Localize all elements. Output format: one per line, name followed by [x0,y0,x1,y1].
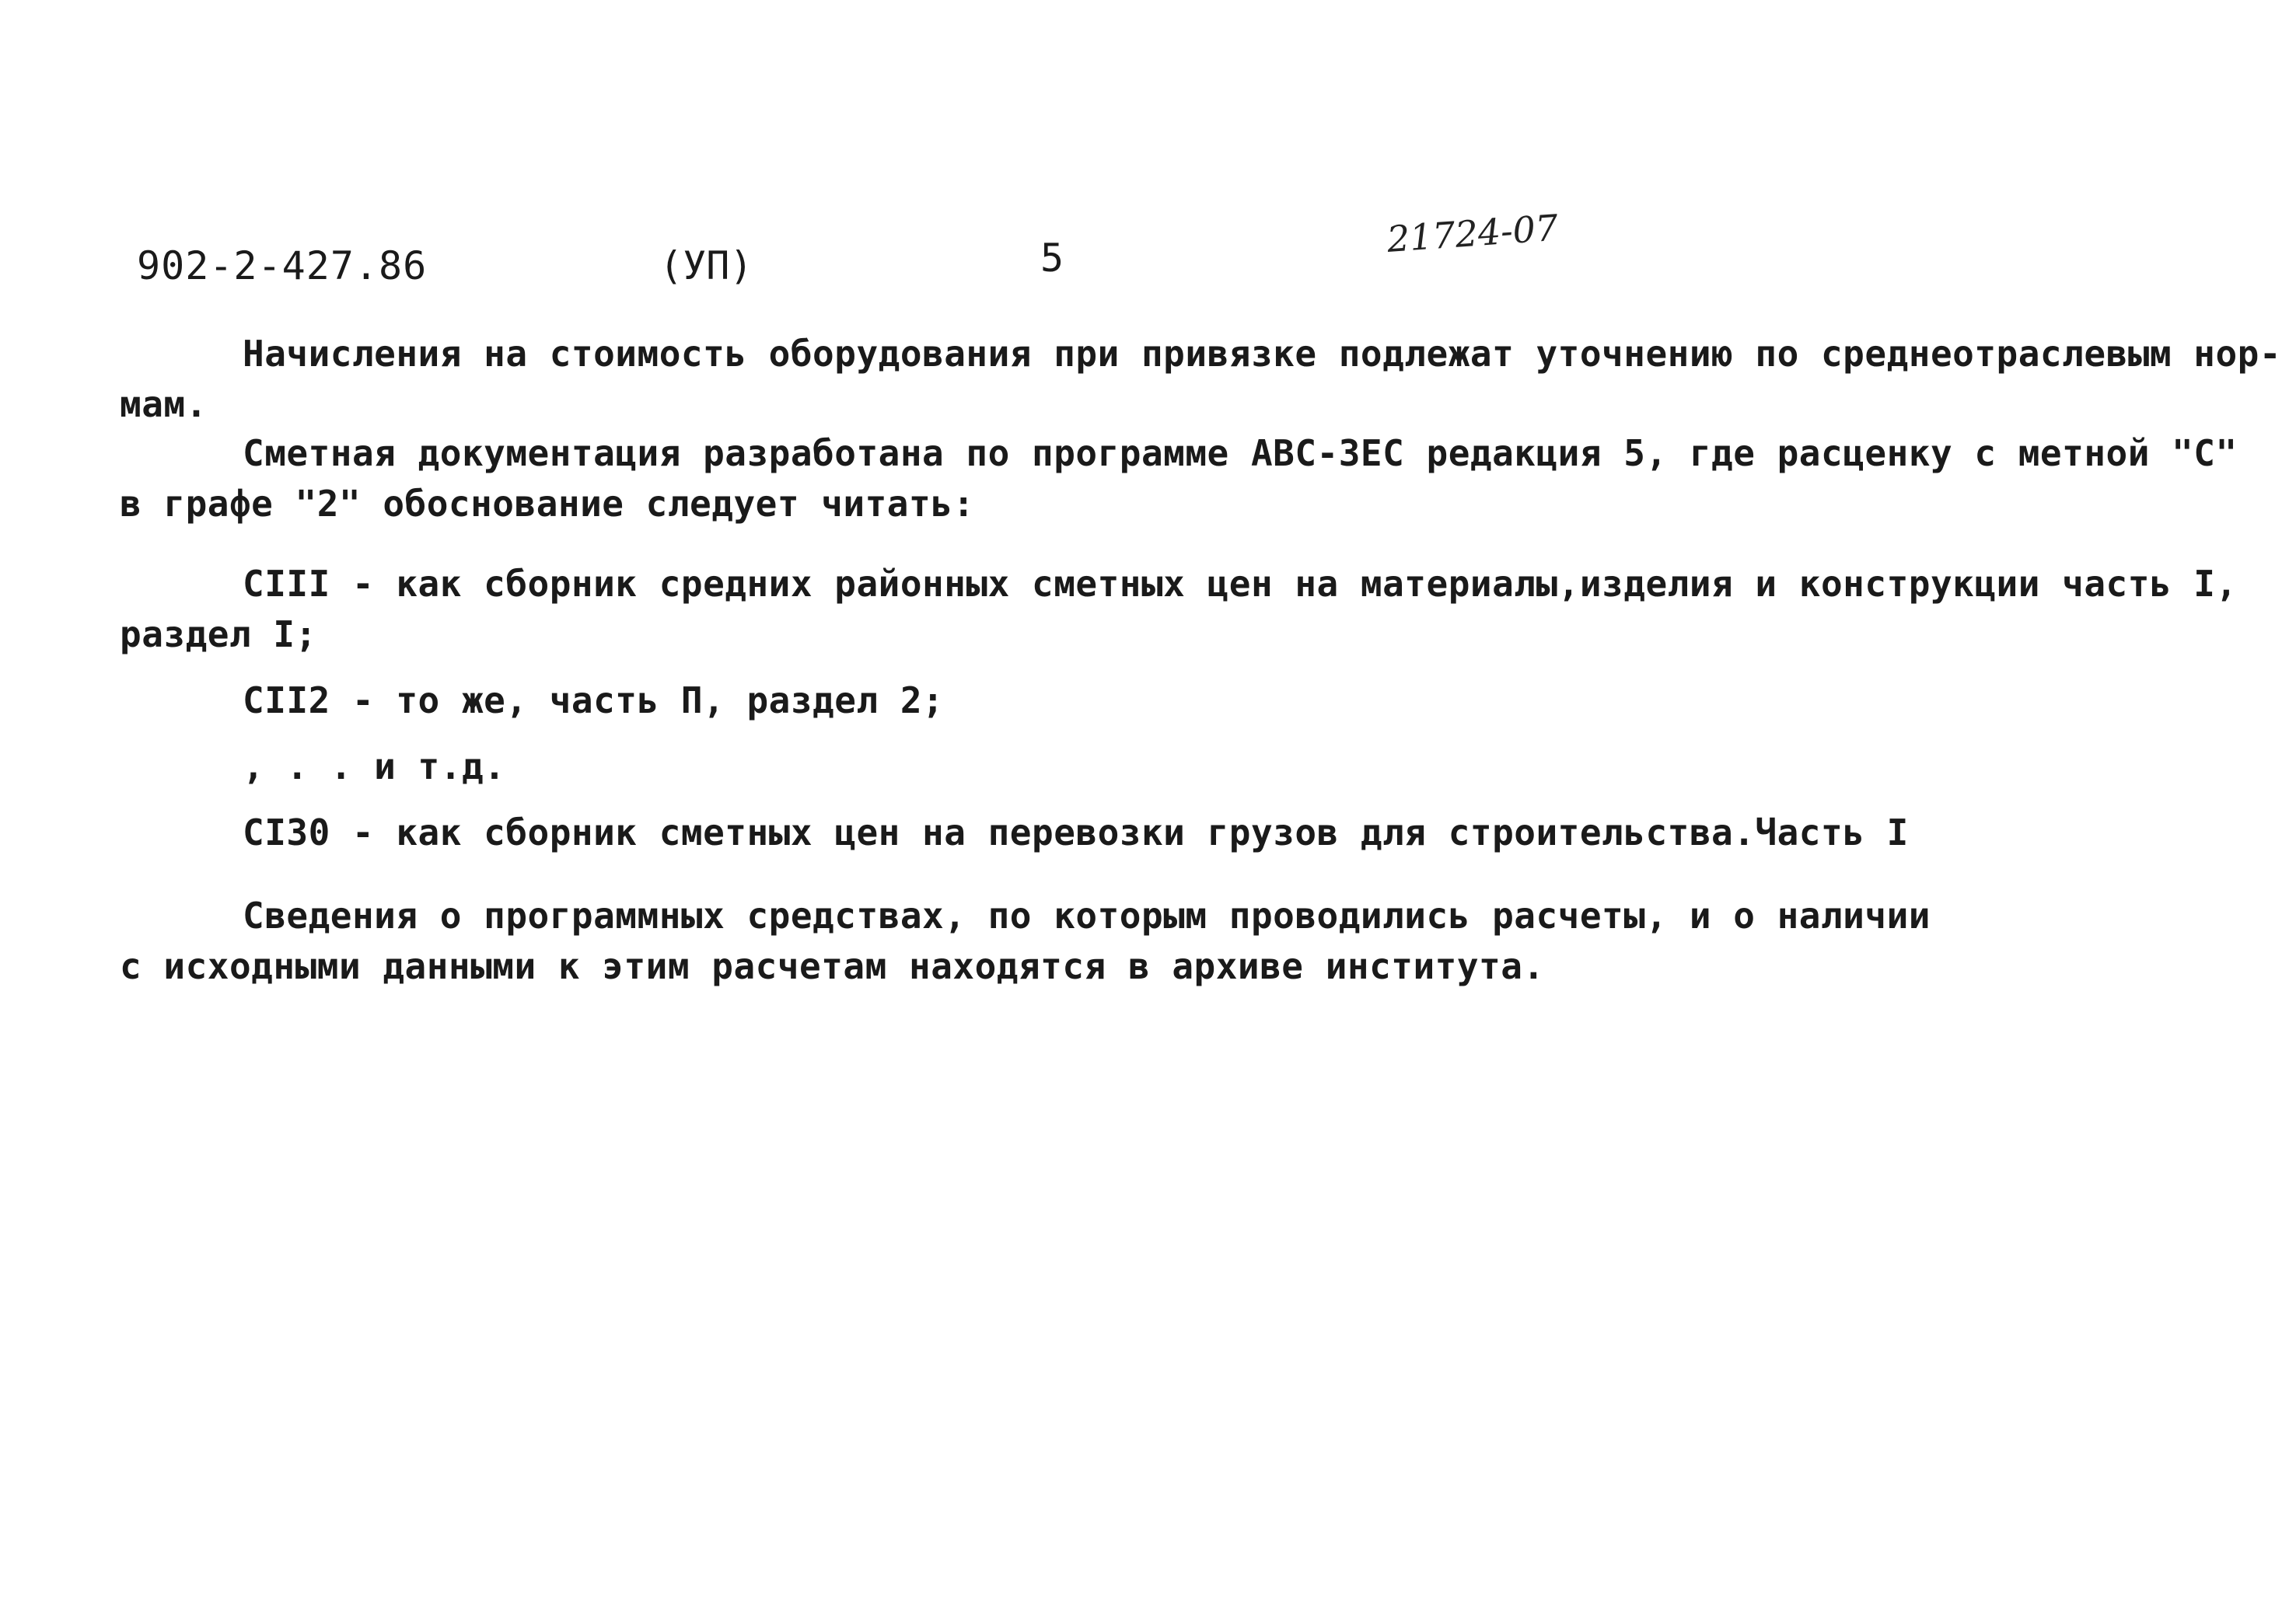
paragraph-2-line-2: в графе "2" обоснование следует читать: [120,483,975,525]
paragraph-3-line-2: раздел I; [120,613,317,655]
paragraph-1-line-1: Начисления на стоимость оборудования при привязке подлежат уточнению по среднеотраслевым нор- [243,333,2282,375]
paragraph-7-line-1: Сведения о программных средствах, по которым проводились расчеты, и о наличии [243,895,1931,937]
paragraph-3-line-1: СIII - как сборник средних районных сметных цен на материалы,изделия и конструкции часть I, [243,563,2238,605]
document-stage: (УП) [659,243,753,288]
paragraph-1-line-2: мам. [120,383,208,425]
paragraph-2-line-1: Сметная документация разработана по программе АВС-ЗЕС редакция 5, где расценку с метной "С" [243,432,2238,474]
document-number: 902-2-427.86 [137,243,428,288]
paragraph-6-line-1: СI30 - как сборник сметных цен на перевозки грузов для строительства.Часть I [243,811,1909,853]
page-number: 5 [1040,236,1064,281]
paragraph-4-line-1: СII2 - то же, часть П, раздел 2; [243,679,945,721]
archive-number-handwritten: 21724-07 [1386,206,1560,260]
paragraph-7-line-2: с исходными данными к этим расчетам находятся в архиве института. [120,945,1545,987]
paragraph-5-line-1: , . . и т.д. [243,745,506,787]
